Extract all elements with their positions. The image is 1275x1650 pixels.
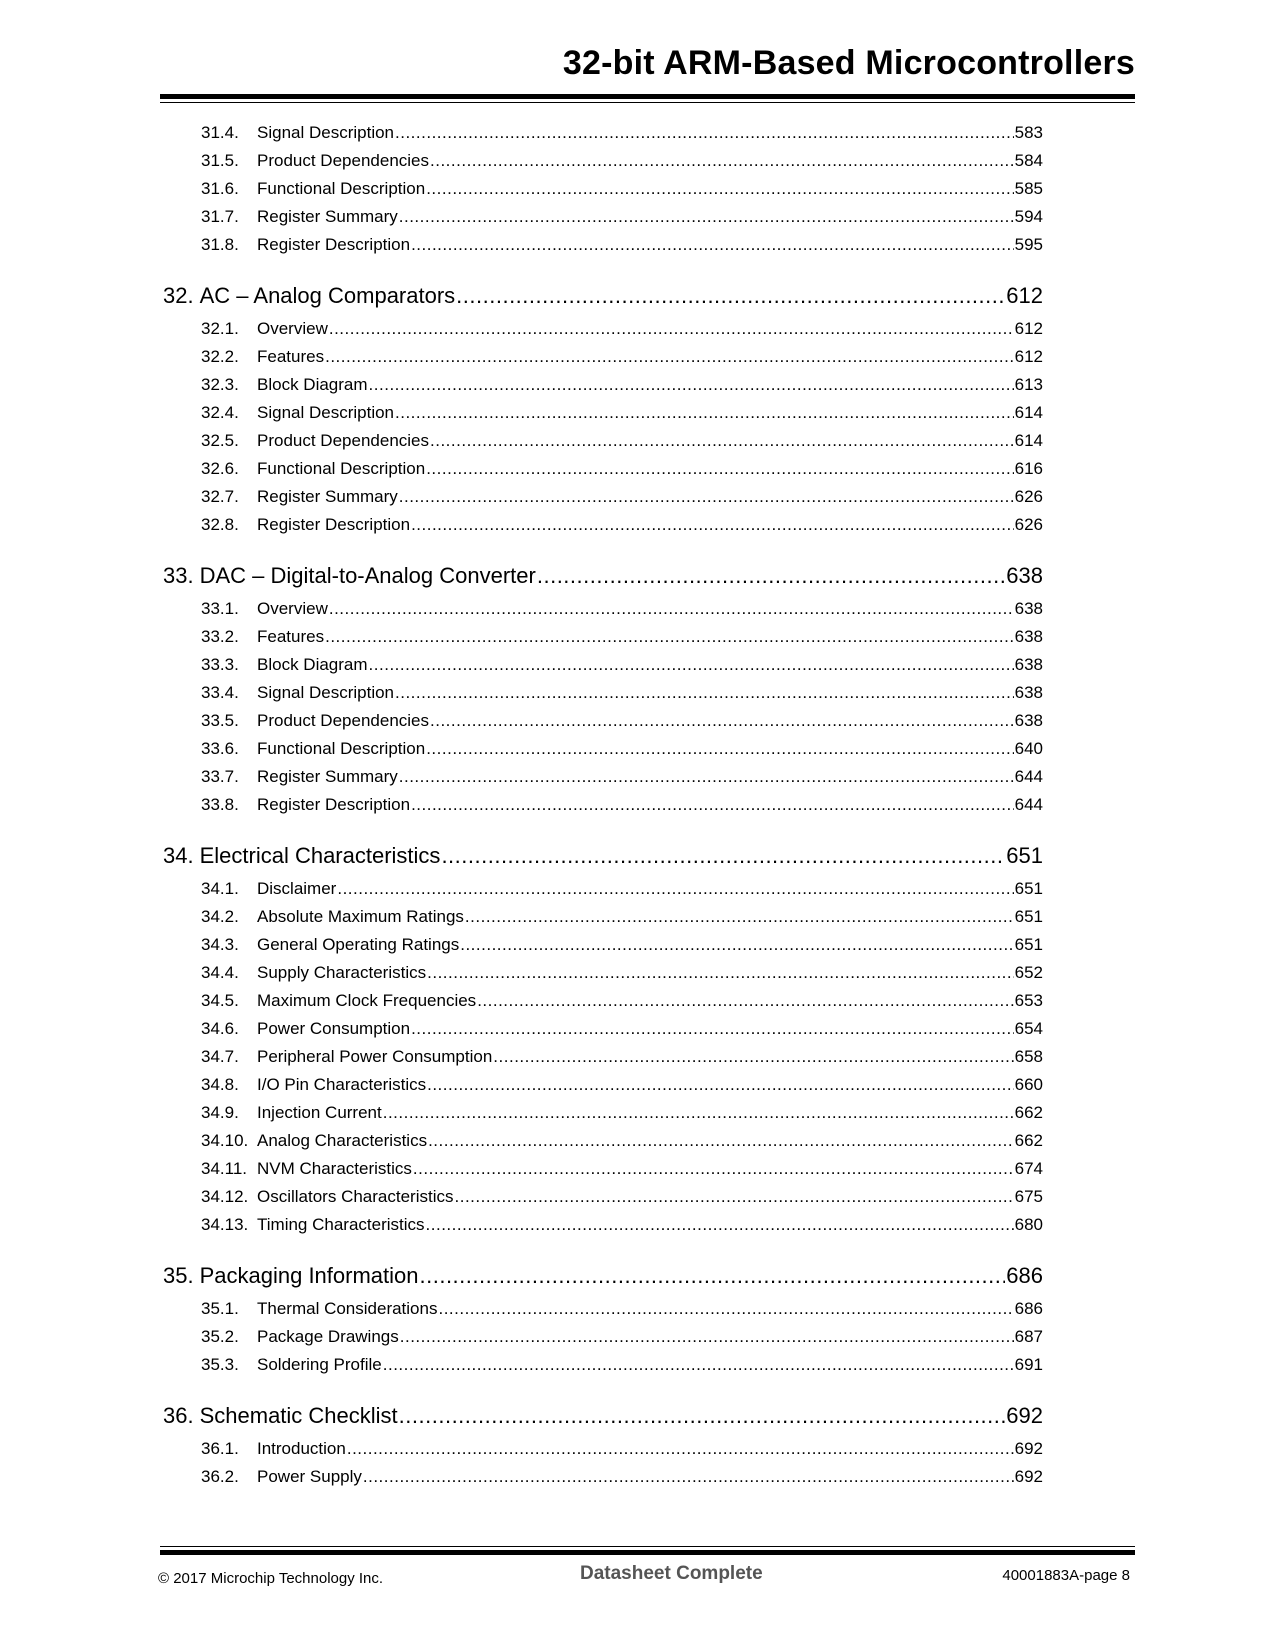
toc-section-number: 32.6. <box>201 459 239 478</box>
toc-chapter-page: 651 <box>1006 843 1043 868</box>
toc-dot-leader <box>427 1075 1014 1095</box>
toc-section-title: Features <box>257 627 325 646</box>
toc-section-title: Block Diagram <box>257 655 368 674</box>
toc-dot-leader <box>363 1467 1014 1487</box>
toc-section-page: 686 <box>1014 1299 1043 1318</box>
toc-dot-leader <box>399 207 1014 227</box>
toc-section-number: 34.11. <box>201 1159 248 1178</box>
toc-section-title: General Operating Ratings <box>257 935 460 954</box>
toc-chapter-page: 692 <box>1006 1403 1043 1428</box>
toc-section-number: 34.4. <box>201 963 239 982</box>
toc-dot-leader <box>337 879 1013 899</box>
toc-section-title: Overview <box>257 319 328 338</box>
toc-chapter-number: 34. <box>163 843 194 868</box>
toc-section-title: Product Dependencies <box>257 711 430 730</box>
toc-dot-leader <box>325 627 1014 647</box>
toc-chapter-number: 35. <box>163 1263 194 1288</box>
toc-dot-leader <box>383 1103 1014 1123</box>
toc-dot-leader <box>426 739 1013 759</box>
toc-section-number: 32.1. <box>201 319 239 338</box>
toc-section-number: 31.8. <box>201 235 239 254</box>
toc-dot-leader <box>395 403 1014 423</box>
toc-section-title: Absolute Maximum Ratings <box>257 907 464 926</box>
toc-dot-leader <box>399 1403 1006 1429</box>
toc-section-page: 644 <box>1014 795 1043 814</box>
toc-section-page: 687 <box>1014 1327 1043 1346</box>
toc-section-page: 626 <box>1014 487 1043 506</box>
toc-section-title: Functional Description <box>257 179 426 198</box>
toc-section-number: 33.8. <box>201 795 239 814</box>
toc-section-number: 34.8. <box>201 1075 239 1094</box>
toc-section-number: 33.4. <box>201 683 239 702</box>
toc-section-entry[interactable] <box>163 1299 1043 1327</box>
toc-dot-leader <box>430 151 1014 171</box>
toc-dot-leader <box>441 843 1005 869</box>
footer-page-number: 40001883A-page 8 <box>1002 1567 1130 1584</box>
toc-section-number: 33.5. <box>201 711 239 730</box>
toc-section-page: 616 <box>1014 459 1043 478</box>
toc-dot-leader <box>411 1019 1014 1039</box>
toc-section-title: Register Description <box>257 795 411 814</box>
toc-section-title: NVM Characteristics <box>257 1159 412 1178</box>
toc-dot-leader <box>399 487 1014 507</box>
toc-section-title: Functional Description <box>257 459 426 478</box>
toc-section-title: Injection Current <box>257 1103 382 1122</box>
toc-section-page: 653 <box>1014 991 1043 1010</box>
toc-section-page: 584 <box>1014 151 1043 170</box>
toc-section-title: Package Drawings <box>257 1327 399 1346</box>
toc-section-number: 31.5. <box>201 151 239 170</box>
toc-section-title: Timing Characteristics <box>257 1215 425 1234</box>
toc-section-entry[interactable] <box>163 1215 1043 1243</box>
toc-section-number: 34.2. <box>201 907 239 926</box>
toc-section-page: 638 <box>1014 655 1043 674</box>
toc-section-entry[interactable] <box>163 1327 1043 1355</box>
toc-section-number: 35.1. <box>201 1299 239 1318</box>
toc-dot-leader <box>537 563 1005 589</box>
toc-section-title: Product Dependencies <box>257 431 430 450</box>
toc-section-entry[interactable] <box>163 627 1043 655</box>
toc-chapter-entry[interactable] <box>163 563 1043 591</box>
toc-section-number: 33.7. <box>201 767 239 786</box>
toc-dot-leader <box>395 123 1014 143</box>
toc-section-number: 34.7. <box>201 1047 239 1066</box>
toc-chapter-page: 638 <box>1006 563 1043 588</box>
toc-dot-leader <box>460 935 1013 955</box>
toc-section-number: 34.5. <box>201 991 239 1010</box>
toc-section-page: 614 <box>1014 403 1043 422</box>
toc-section-page: 662 <box>1014 1103 1043 1122</box>
toc-section-title: Overview <box>257 599 328 618</box>
toc-section-page: 595 <box>1014 235 1043 254</box>
toc-section-entry[interactable] <box>163 1103 1043 1131</box>
toc-section-entry[interactable] <box>163 431 1043 459</box>
toc-section-entry[interactable] <box>163 347 1043 375</box>
toc-section-entry[interactable] <box>163 711 1043 739</box>
toc-section-title: Oscillators Characteristics <box>257 1187 454 1206</box>
toc-section-title: Disclaimer <box>257 879 337 898</box>
toc-chapter-entry[interactable] <box>163 1263 1043 1291</box>
toc-dot-leader <box>411 235 1014 255</box>
toc-section-number: 35.2. <box>201 1327 239 1346</box>
toc-section-entry[interactable] <box>163 795 1043 823</box>
toc-section-entry[interactable] <box>163 683 1043 711</box>
toc-section-page: 692 <box>1014 1439 1043 1458</box>
toc-section-entry[interactable] <box>163 123 1043 151</box>
toc-chapter-page: 612 <box>1006 283 1043 308</box>
toc-section-number: 34.10. <box>201 1131 249 1150</box>
table-of-contents <box>163 123 1043 1495</box>
toc-dot-leader <box>426 1215 1014 1235</box>
toc-section-number: 32.7. <box>201 487 239 506</box>
toc-section-page: 692 <box>1014 1467 1043 1486</box>
toc-section-entry[interactable] <box>163 459 1043 487</box>
toc-section-title: Product Dependencies <box>257 151 430 170</box>
toc-section-entry[interactable] <box>163 1131 1043 1159</box>
toc-section-number: 36.2. <box>201 1467 239 1486</box>
toc-section-entry[interactable] <box>163 151 1043 179</box>
toc-section-entry[interactable] <box>163 1467 1043 1495</box>
toc-section-number: 32.8. <box>201 515 239 534</box>
toc-section-page: 658 <box>1014 1047 1043 1066</box>
toc-chapter-title: Packaging Information <box>199 1263 419 1288</box>
toc-section-page: 583 <box>1014 123 1043 142</box>
toc-chapter-page: 686 <box>1006 1263 1043 1288</box>
toc-section-entry[interactable] <box>163 375 1043 403</box>
toc-dot-leader <box>420 1263 1006 1289</box>
toc-section-entry[interactable] <box>163 879 1043 907</box>
toc-chapter-title: DAC – Digital-to-Analog Converter <box>199 563 536 588</box>
toc-section-page: 640 <box>1014 739 1043 758</box>
header-rule-thin <box>160 102 1135 103</box>
toc-dot-leader <box>455 1187 1014 1207</box>
toc-section-entry[interactable] <box>163 1159 1043 1187</box>
toc-section-entry[interactable] <box>163 403 1043 431</box>
toc-dot-leader <box>383 1355 1014 1375</box>
toc-chapter-entry[interactable] <box>163 283 1043 311</box>
toc-section-number: 34.12. <box>201 1187 249 1206</box>
footer-rule-thin <box>160 1546 1135 1547</box>
toc-section-page: 651 <box>1014 935 1043 954</box>
toc-dot-leader <box>438 1299 1013 1319</box>
toc-section-page: 612 <box>1014 347 1043 366</box>
toc-section-number: 34.9. <box>201 1103 239 1122</box>
toc-section-number: 36.1. <box>201 1439 239 1458</box>
toc-section-page: 585 <box>1014 179 1043 198</box>
toc-section-entry[interactable] <box>163 207 1043 235</box>
toc-section-entry[interactable] <box>163 991 1043 1019</box>
toc-section-number: 32.5. <box>201 431 239 450</box>
toc-section-entry[interactable] <box>163 739 1043 767</box>
page-header-title: 32-bit ARM-Based Microcontrollers <box>562 44 1135 82</box>
toc-section-entry[interactable] <box>163 935 1043 963</box>
toc-chapter-number: 36. <box>163 1403 194 1428</box>
toc-section-page: 674 <box>1014 1159 1043 1178</box>
toc-dot-leader <box>430 711 1014 731</box>
toc-section-title: Thermal Considerations <box>257 1299 438 1318</box>
toc-section-title: Supply Characteristics <box>257 963 427 982</box>
toc-chapter-entry[interactable] <box>163 843 1043 871</box>
toc-section-title: Signal Description <box>257 403 395 422</box>
toc-section-title: Signal Description <box>257 123 395 142</box>
toc-section-number: 33.3. <box>201 655 239 674</box>
toc-section-entry[interactable] <box>163 1355 1043 1383</box>
toc-section-number: 34.6. <box>201 1019 239 1038</box>
footer-rule-thick <box>160 1550 1135 1555</box>
toc-dot-leader <box>428 1131 1014 1151</box>
toc-section-number: 32.2. <box>201 347 239 366</box>
toc-section-number: 33.2. <box>201 627 239 646</box>
toc-section-title: Block Diagram <box>257 375 368 394</box>
toc-section-page: 612 <box>1014 319 1043 338</box>
toc-section-entry[interactable] <box>163 907 1043 935</box>
footer-document-status: Datasheet Complete <box>580 1563 763 1584</box>
toc-dot-leader <box>427 963 1014 983</box>
toc-section-page: 594 <box>1014 207 1043 226</box>
toc-section-title: Register Description <box>257 515 411 534</box>
toc-section-entry[interactable] <box>163 767 1043 795</box>
toc-dot-leader <box>329 599 1014 619</box>
toc-section-page: 638 <box>1014 627 1043 646</box>
toc-dot-leader <box>347 1439 1014 1459</box>
toc-dot-leader <box>430 431 1014 451</box>
toc-section-number: 32.3. <box>201 375 239 394</box>
toc-dot-leader <box>395 683 1014 703</box>
toc-section-page: 680 <box>1014 1215 1043 1234</box>
toc-section-page: 638 <box>1014 683 1043 702</box>
header-rule-thick <box>160 94 1135 99</box>
toc-section-title: Register Summary <box>257 767 398 786</box>
toc-section-title: Analog Characteristics <box>257 1131 428 1150</box>
toc-chapter-entry[interactable] <box>163 1403 1043 1431</box>
toc-section-number: 34.13. <box>201 1215 249 1234</box>
toc-section-page: 638 <box>1014 711 1043 730</box>
toc-section-entry[interactable] <box>163 1439 1043 1467</box>
toc-section-title: Peripheral Power Consumption <box>257 1047 493 1066</box>
toc-dot-leader <box>329 319 1014 339</box>
toc-section-number: 31.7. <box>201 207 239 226</box>
footer-copyright: © 2017 Microchip Technology Inc. <box>158 1570 384 1587</box>
toc-section-title: Maximum Clock Frequencies <box>257 991 477 1010</box>
toc-section-number: 31.6. <box>201 179 239 198</box>
toc-dot-leader <box>477 991 1013 1011</box>
toc-section-number: 33.1. <box>201 599 239 618</box>
toc-section-page: 675 <box>1014 1187 1043 1206</box>
toc-section-page: 652 <box>1014 963 1043 982</box>
toc-section-page: 660 <box>1014 1075 1043 1094</box>
toc-section-title: Register Summary <box>257 207 398 226</box>
toc-section-number: 32.4. <box>201 403 239 422</box>
toc-section-title: Functional Description <box>257 739 426 758</box>
toc-dot-leader <box>465 907 1014 927</box>
toc-section-entry[interactable] <box>163 1075 1043 1103</box>
toc-dot-leader <box>369 375 1014 395</box>
toc-section-page: 651 <box>1014 907 1043 926</box>
toc-section-page: 613 <box>1014 375 1043 394</box>
toc-section-title: Signal Description <box>257 683 395 702</box>
toc-section-entry[interactable] <box>163 655 1043 683</box>
toc-section-entry[interactable] <box>163 1047 1043 1075</box>
toc-section-title: Power Consumption <box>257 1019 411 1038</box>
toc-section-page: 654 <box>1014 1019 1043 1038</box>
toc-section-number: 33.6. <box>201 739 239 758</box>
toc-dot-leader <box>411 795 1014 815</box>
toc-section-number: 34.1. <box>201 879 239 898</box>
toc-dot-leader <box>456 283 1005 309</box>
toc-section-title: Introduction <box>257 1439 346 1458</box>
toc-section-title: Power Supply <box>257 1467 362 1486</box>
toc-section-title: Register Description <box>257 235 411 254</box>
toc-dot-leader <box>493 1047 1013 1067</box>
toc-section-title: Soldering Profile <box>257 1355 382 1374</box>
toc-section-entry[interactable] <box>163 487 1043 515</box>
toc-dot-leader <box>426 179 1013 199</box>
toc-section-entry[interactable] <box>163 599 1043 627</box>
toc-section-title: Register Summary <box>257 487 398 506</box>
toc-dot-leader <box>325 347 1014 367</box>
toc-chapter-title: Electrical Characteristics <box>199 843 441 868</box>
toc-section-number: 35.3. <box>201 1355 239 1374</box>
toc-dot-leader <box>413 1159 1014 1179</box>
toc-chapter-title: Schematic Checklist <box>199 1403 398 1428</box>
toc-section-number: 34.3. <box>201 935 239 954</box>
toc-dot-leader <box>426 459 1013 479</box>
toc-dot-leader <box>399 767 1014 787</box>
toc-section-page: 651 <box>1014 879 1043 898</box>
toc-section-title: Features <box>257 347 325 366</box>
toc-section-number: 31.4. <box>201 123 239 142</box>
toc-chapter-number: 32. <box>163 283 194 308</box>
toc-section-page: 662 <box>1014 1131 1043 1150</box>
toc-chapter-title: AC – Analog Comparators <box>199 283 456 308</box>
toc-section-entry[interactable] <box>163 235 1043 263</box>
toc-section-title: I/O Pin Characteristics <box>257 1075 427 1094</box>
toc-section-entry[interactable] <box>163 963 1043 991</box>
toc-section-page: 638 <box>1014 599 1043 618</box>
toc-section-page: 626 <box>1014 515 1043 534</box>
toc-chapter-number: 33. <box>163 563 194 588</box>
toc-dot-leader <box>411 515 1014 535</box>
toc-section-entry[interactable] <box>163 319 1043 347</box>
toc-section-entry[interactable] <box>163 179 1043 207</box>
toc-dot-leader <box>369 655 1014 675</box>
toc-section-entry[interactable] <box>163 1019 1043 1047</box>
toc-dot-leader <box>400 1327 1014 1347</box>
toc-section-entry[interactable] <box>163 515 1043 543</box>
toc-section-entry[interactable] <box>163 1187 1043 1215</box>
toc-section-page: 614 <box>1014 431 1043 450</box>
toc-section-page: 691 <box>1014 1355 1043 1374</box>
toc-section-page: 644 <box>1014 767 1043 786</box>
